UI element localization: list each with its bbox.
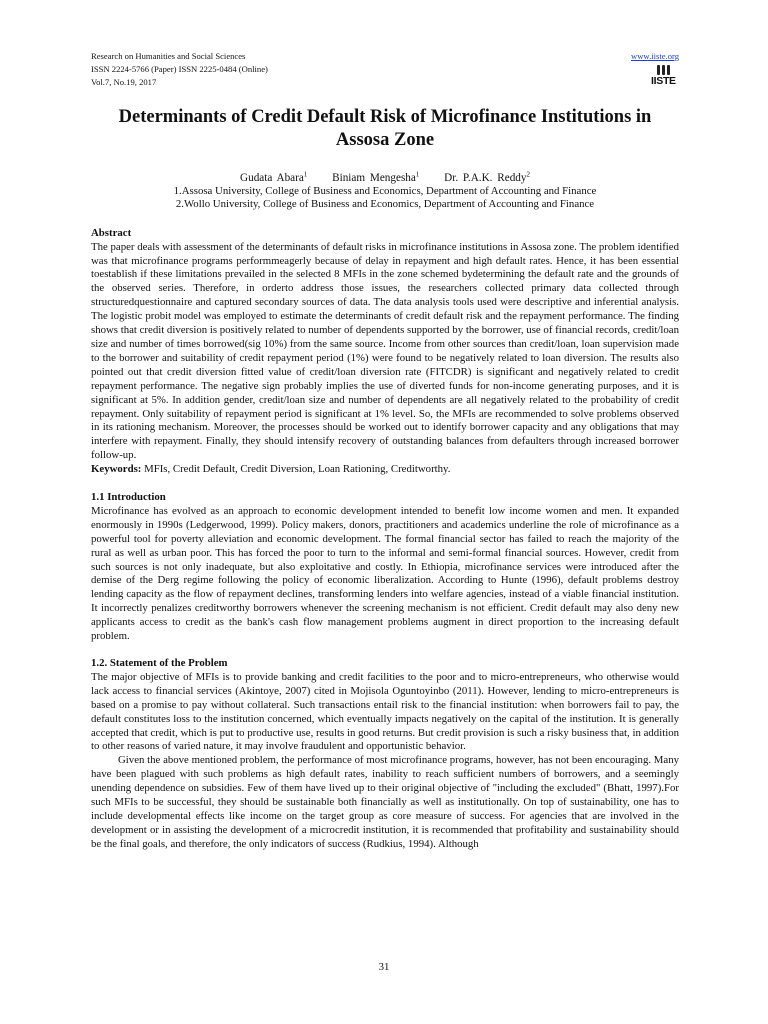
- author: Biniam Mengesha$^1$: [332, 170, 420, 184]
- keywords-list: MFIs, Credit Default, Credit Diversion, Loan Rationing, Creditworthy.: [141, 463, 451, 476]
- logo-bars-icon: [651, 65, 675, 75]
- journal-url-link[interactable]: www.iiste.org: [631, 51, 679, 61]
- abstract-heading: Abstract: [91, 226, 132, 239]
- author-list: [91, 167, 679, 185]
- author: Gudata Abara$^1$: [240, 170, 308, 184]
- section-paragraph: The major objective of MFIs is to provide banking and credit facilities to the poor and to micro-entrepreneurs, who otherwise would lack access to financial services (Akintoye, 2007) cited in Mojisola Oguntoyinbo (2011). However, lending to micro-entrepreneurs is based on a promise to pay without collateral. Such transactions entail risk to the financial institution: when borrowers fail to pay, the default constitutes loss to the institution concerned, which eventually impacts negatively on the capital of the institution. It is generally accepted that credit, which is put to productive use, results in good returns. But credit provision is such a risky business that, in addition to other reasons of varied nature, it may involve fraudulent and opportunistic behavior.: [91, 670, 679, 753]
- page-number: 31: [378, 961, 390, 973]
- paper-page: [91, 50, 679, 852]
- journal-name: Research on Humanities and Social Sciences: [91, 51, 246, 61]
- section-heading-problem-statement: 1.2. Statement of the Problem: [91, 657, 228, 670]
- affiliation: 1.Assosa University, College of Business and Economics, Department of Accounting and Finance: [173, 184, 597, 197]
- abstract-text: The paper deals with assessment of the determinants of default risks in microfinance institutions in Assosa zone. The problem identified was that microfinance programs performmeagerly because of delay in repayment and high default rates. Hence, it has been essential toestablish if these limitations prevailed in the selected 8 MFIs in the zone schemed bydetermining the default rate and the grounds of the observed series. Therefore, in orderto address those issues, the researchers collected primary data collected through structuredquestionnaire and captured secondary sources of data. The data analysis tools used were descriptive and inferential analysis. The logistic probit model was employed to estimate the determinants of credit default risk and the repayment performance. The finding shows that credit diversion is positively related to number of dependents supported by the borrower, use of financial records, credit/loan size and number of times borrowed(sig 10%) from the same source. Income from other sources than credit/loan, loan supervision made to the borrower and suitability of credit repayment period (1%) were found to be negatively related to loan diversion. The results also pointed out that credit diversion fitted value of credit/loan diversion rate (FITCDR) is significant and negatively related to credit repayment performance. The negative sign probably implies the use of diverted funds for non-income generating purposes, and it is significant at 5%. In addition gender, credit/loan size and number of dependents are all negatively related to the probability of credit repayment. Only suitability of repayment period is significant at 1% level. So, the MFIs are recommended to solve problems observed in its rationing mechanism. Moreover, the processes should be worked out to identify borrower capacity and any obligations that may interfere with repayment. Finally, they should intensify recovery of outstanding balances from defaulters through increased borrower follow-up.: [91, 240, 679, 462]
- iiste-logo: [651, 65, 675, 91]
- keywords: [91, 463, 679, 477]
- journal-header: [91, 50, 679, 96]
- journal-volume: Vol.7, No.19, 2017: [91, 77, 157, 87]
- keywords-label: Keywords:: [91, 463, 142, 476]
- paper-title: Determinants of Credit Default Risk of Microfinance Institutions in Assosa Zone: [118, 107, 652, 150]
- section-heading-introduction: 1.1 Introduction: [91, 491, 166, 504]
- section-paragraph: Microfinance has evolved as an approach to economic development intended to benefit low income women and men. It expanded enormously in 1990s (Ledgerwood, 1999). Policy makers, donors, practitioners and academics underline the role of microfinance as a powerful tool for poverty alleviation and economic development. The formal financial sector has failed to reach the majority of the rural as well as urban poor. This has forced the poor to turn to the informal and semi-formal financial sources. However, credit from such sources is not only inadequate, but also exploitative and costly. In Ethiopia, microfinance services were introduced after the demise of the Derg regime following the policy of economic liberalization. According to Hunte (1996), default problems destroy lending capacity as the flow of repayment declines, transforming lenders into welfare agencies, instead of a viable financial institution. It incorrectly penalizes creditworthy borrowers whenever the screening mechanism is not efficient. Credit default may also deny new applicants access to credit as the bank's cash flow management problems augment in direct proportion to the increasing default problem.: [91, 504, 679, 643]
- logo-text: IISTE: [651, 75, 676, 87]
- affiliation: 2.Wollo University, College of Business and Economics, Department of Accounting and Finance: [175, 198, 595, 211]
- author: Dr. P.A.K. Reddy$^2$: [444, 170, 530, 184]
- section-paragraph: Given the above mentioned problem, the performance of most microfinance programs, however, has not been encouraging. Many have been plagued with such problems as high default rates, inability to reach sufficient numbers of borrowers, and a seemingly unending dependence on subsidies. Few of them have lived up to their original objective of "including the excluded" (Bhatt, 1997).For such MFIs to be successful, they should be sustainable both financially as well as institutionally. On top of sustainability, one has to include developmental effects like income on the target group as core measure of success. For agencies that are involved in the development or in assisting the development of a microcredit institution, it is recommended that profitability and sustainability should be the final goals, and therefore, the only indicators of success (Rudkius, 1994). Although: [91, 754, 679, 850]
- journal-issn: ISSN 2224-5766 (Paper) ISSN 2225-0484 (Online): [91, 64, 268, 74]
